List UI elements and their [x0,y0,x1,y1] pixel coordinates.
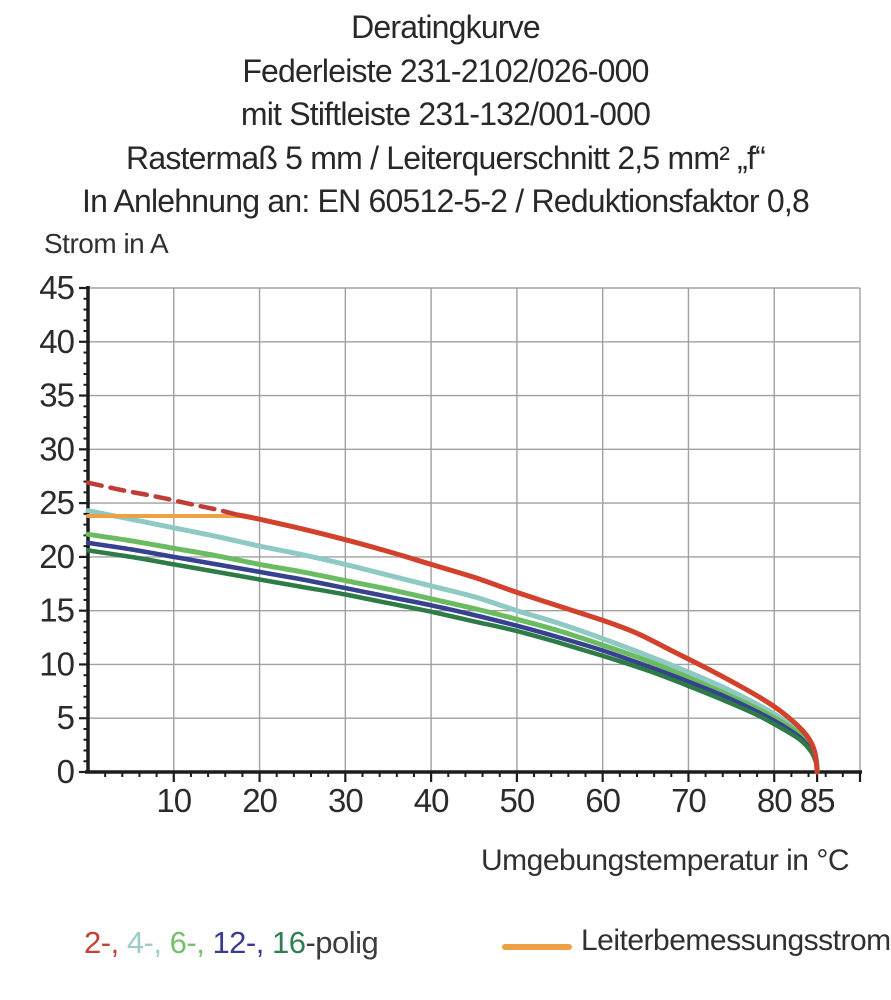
y-tick-label: 30 [39,430,74,468]
x-tick-label: 40 [413,782,449,819]
x-axis-title: Umgebungstemperatur in °C [480,844,849,877]
legend-pole-token: 16 [271,925,306,960]
curve-16-polig [88,550,817,772]
y-tick-label: 45 [39,269,74,306]
rated-current-legend-label: Leiterbemessungsstrom [581,924,891,957]
x-tick-label: 20 [242,782,277,819]
legend-pole-token: 6-, [169,925,205,960]
legend-pole-token: 2-, [84,925,119,960]
legend-pole-token: 12-, [212,925,264,960]
x-tick-label: 85 [799,782,835,819]
chart-title-line-3: mit Stiftleiste 231-132/001-000 [240,96,651,132]
chart-title-line-2: Federleiste 231-2102/026-000 [242,52,649,89]
x-tick-label: 30 [327,782,363,819]
chart-title-line-1: Deratingkurve [351,9,540,45]
legend-pole-suffix: -polig [305,925,379,960]
x-tick-label: 50 [499,782,535,819]
x-tick-label: 60 [585,782,621,819]
y-tick-label: 35 [39,376,74,414]
y-tick-label: 10 [39,645,74,683]
y-axis-title: Strom in A [44,228,169,259]
chart-title-line-4: Rastermaß 5 mm / Leiterquerschnitt 2,5 mm² „f“ [126,139,765,176]
curves [88,483,817,772]
curve-12-polig [88,543,817,772]
pole-count-legend [84,925,378,961]
y-tick-label: 40 [39,322,74,360]
y-tick-label: 5 [56,699,74,737]
x-tick-label: 10 [156,782,192,819]
x-tick-label: 70 [671,782,706,819]
y-tick-label: 0 [56,753,74,790]
y-tick-label: 20 [39,537,74,575]
y-tick-label: 25 [39,484,74,522]
x-tick-label: 80 [756,782,792,819]
y-tick-label: 15 [39,591,74,629]
curve-2-polig-oberhalb-leiterbemessungsstrom- [88,483,238,515]
curve-2-polig [238,515,817,772]
legend-pole-token: 4-, [126,925,162,960]
chart-title-line-5: In Anlehnung an: EN 60512-5-2 / Reduktionsfaktor 0,8 [82,183,809,219]
rated-current-legend-swatch [502,944,572,950]
